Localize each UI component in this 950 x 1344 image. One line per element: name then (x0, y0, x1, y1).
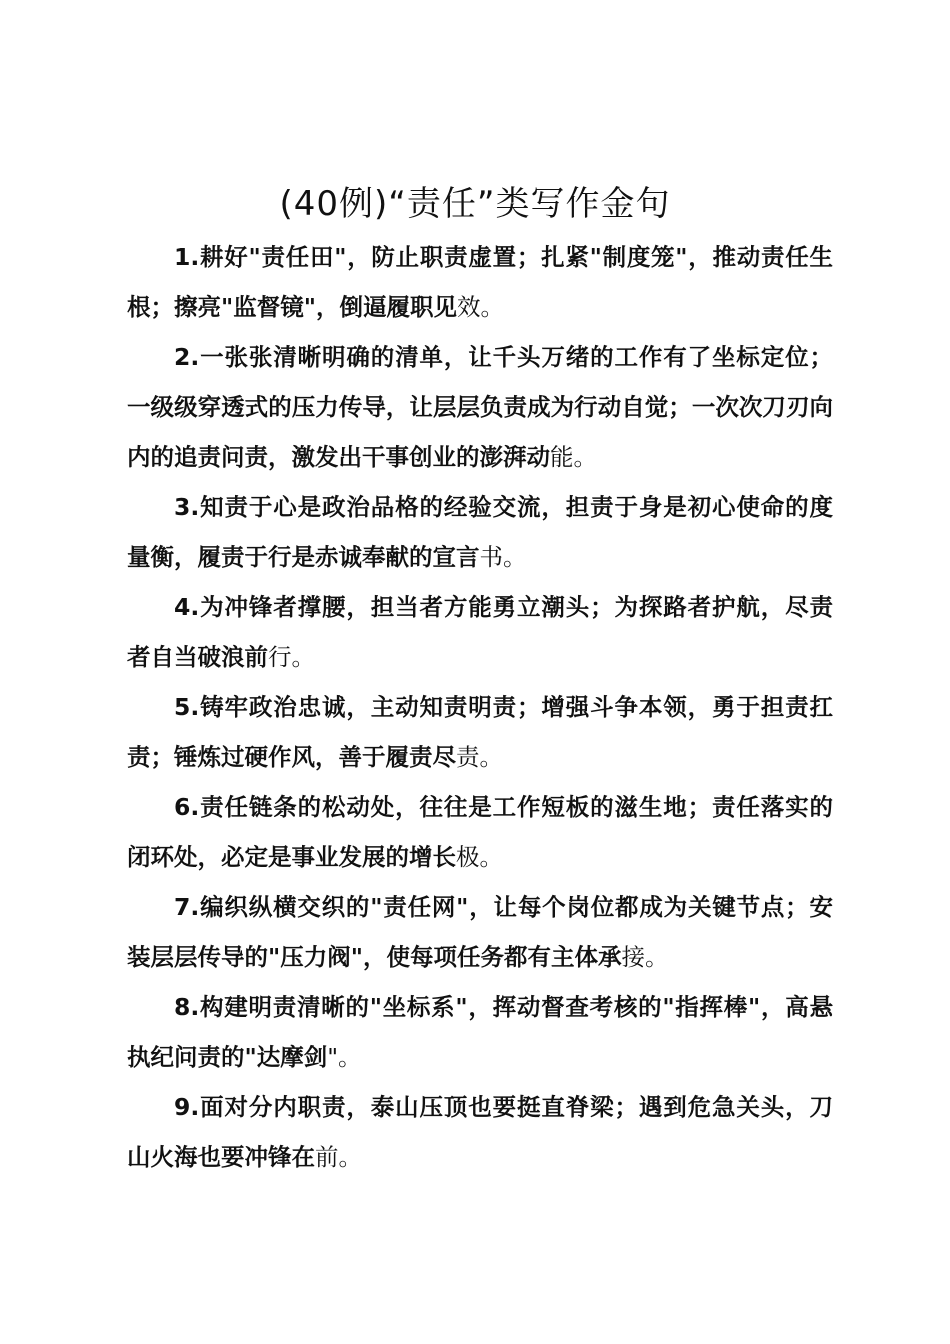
quote-tail: 效。 (457, 293, 504, 321)
quote-tail: 行。 (268, 643, 315, 671)
quote-item-9 (127, 1082, 833, 1182)
quote-item-2 (127, 332, 833, 482)
document-title: (40例)“责任”类写作金句 (279, 184, 671, 224)
quote-number: 4. (174, 593, 200, 621)
quote-text: 面对分内职责，泰山压顶也要挺直脊梁；遇到危急关头，刀山火海也要冲锋在 (127, 1093, 833, 1171)
quote-number: 6. (174, 793, 200, 821)
quote-text: 编织纵横交织的"责任网"，让每个岗位都成为关键节点；安装层层传导的"压力阀"，使每项任务都有主体承 (127, 893, 833, 971)
quote-item-5 (127, 682, 833, 782)
quote-number: 5. (174, 693, 200, 721)
quote-tail: 前。 (315, 1143, 362, 1171)
quote-number: 2. (174, 343, 200, 371)
quote-item-3 (127, 482, 833, 582)
quote-tail: 接。 (621, 943, 669, 971)
quote-number: 7. (174, 893, 200, 921)
quote-number: 3. (174, 493, 200, 521)
quote-number: 8. (174, 993, 200, 1021)
quote-tail: 责。 (456, 743, 503, 771)
quote-text: 构建明责清晰的"坐标系"，挥动督查考核的"指挥棒"，高悬执纪问责的"达摩剑 (127, 993, 833, 1071)
quote-tail: "。 (327, 1043, 362, 1071)
quote-list (127, 232, 833, 1182)
quote-text: 耕好"责任田"，防止职责虚置；扎紧"制度笼"，推动责任生根；擦亮"监督镜"，倒逼履职见 (127, 243, 833, 321)
quote-tail: 书。 (479, 543, 527, 571)
quote-tail: 能。 (550, 443, 597, 471)
quote-item-7 (127, 882, 833, 982)
quote-item-8 (127, 982, 833, 1082)
quote-tail: 极。 (456, 843, 503, 871)
quote-text: 知责于心是政治品格的经验交流，担责于身是初心使命的度量衡，履责于行是赤诚奉献的宣言 (127, 493, 833, 571)
quote-text: 铸牢政治忠诚，主动知责明责；增强斗争本领，勇于担责扛责；锤炼过硬作风，善于履责尽 (127, 693, 833, 771)
quote-item-6 (127, 782, 833, 882)
quote-text: 责任链条的松动处，往往是工作短板的滋生地；责任落实的闭环处，必定是事业发展的增长 (127, 793, 833, 871)
quote-number: 1. (174, 243, 200, 271)
quote-item-4 (127, 582, 833, 682)
quote-text: 一张张清晰明确的清单，让千头万绪的工作有了坐标定位；一级级穿透式的压力传导，让层层负责成为行动自觉；一次次刀刃向内的追责问责，激发出干事创业的澎湃动 (127, 343, 833, 471)
quote-item-1 (127, 232, 833, 332)
quote-number: 9. (174, 1093, 200, 1121)
quote-text: 为冲锋者撑腰，担当者方能勇立潮头；为探路者护航，尽责者自当破浪前 (127, 593, 833, 671)
